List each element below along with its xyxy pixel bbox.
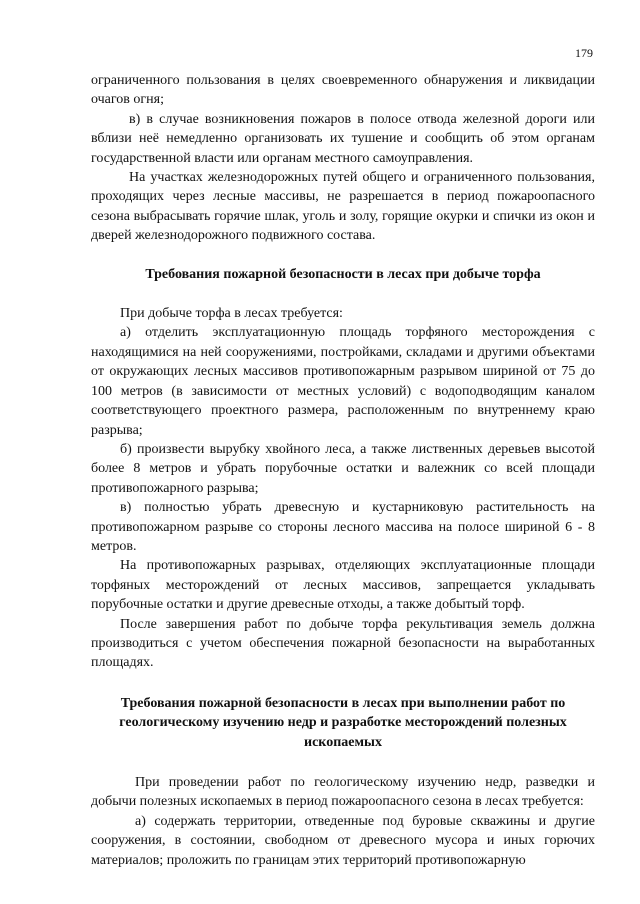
page-number: 179 xyxy=(575,46,593,60)
paragraph: При проведении работ по геологическому изучению недр, разведки и добычи полезных ископаемых в период пожароопасного сезона в лесах требуется: xyxy=(91,775,595,810)
document-body xyxy=(91,71,595,870)
paragraph: На противопожарных разрывах, отделяющих эксплуатационные площади торфяных месторождений от лесных массивов, запрещается укладывать порубочные остатки и другие древесные отходы, а также добытый торф. xyxy=(91,558,595,613)
paragraph: а) отделить эксплуатационную площадь торфяного месторождения с находящимися на ней сооружениями, постройками, складами и другими объектами от окружающих лесных массивов противопожарным разрывом шириной от 75 до 100 метров (в зависимости от местных условий) с водоподводящим каналом соответствующего проектного размера, расположенным по внутреннему краю разрыва; xyxy=(91,325,595,438)
paragraph: На участках железнодорожных путей общего и ограниченного пользования, проходящих через лесные массивы, не разрешается в период пожароопасного сезона выбрасывать горячие шлак, уголь и золу, горящие окурки и спички из окон и дверей железнодорожного подвижного состава. xyxy=(91,170,595,244)
section-heading-geology: Требования пожарной безопасности в лесах при выполнении работ по геологическому изучению недр и разработке месторождений полезных ископаемых xyxy=(119,695,567,750)
paragraph: ограниченного пользования в целях своевременного обнаружения и ликвидации очагов огня; xyxy=(91,73,595,108)
paragraph: а) содержать территории, отведенные под буровые скважины и другие сооружения, в состоянии, свободном от древесного мусора и иных горючих материалов; проложить по границам этих территорий противопожарную xyxy=(91,813,595,868)
paragraph: в) полностью убрать древесную и кустарниковую растительность на противопожарном разрыве со стороны лесного массива на полосе шириной 6 - 8 метров. xyxy=(91,500,595,554)
paragraph: в) в случае возникновения пожаров в полосе отвода железной дороги или вблизи неё немедленно организовать их тушение и сообщить об этом органам государственной власти или органам местного самоуправления. xyxy=(91,111,595,166)
paragraph: б) произвести вырубку хвойного леса, а также лиственных деревьев высотой более 8 метров и убрать порубочные остатки и валежник со всей площади противопожарного разрыва; xyxy=(91,441,595,496)
paragraph: После завершения работ по добыче торфа рекультивация земель должна производиться с учетом обеспечения пожарной безопасности на выработанных площадях. xyxy=(91,616,595,671)
section-heading-peat: Требования пожарной безопасности в лесах при добыче торфа xyxy=(145,266,541,282)
paragraph: При добыче торфа в лесах требуется: xyxy=(120,306,343,322)
